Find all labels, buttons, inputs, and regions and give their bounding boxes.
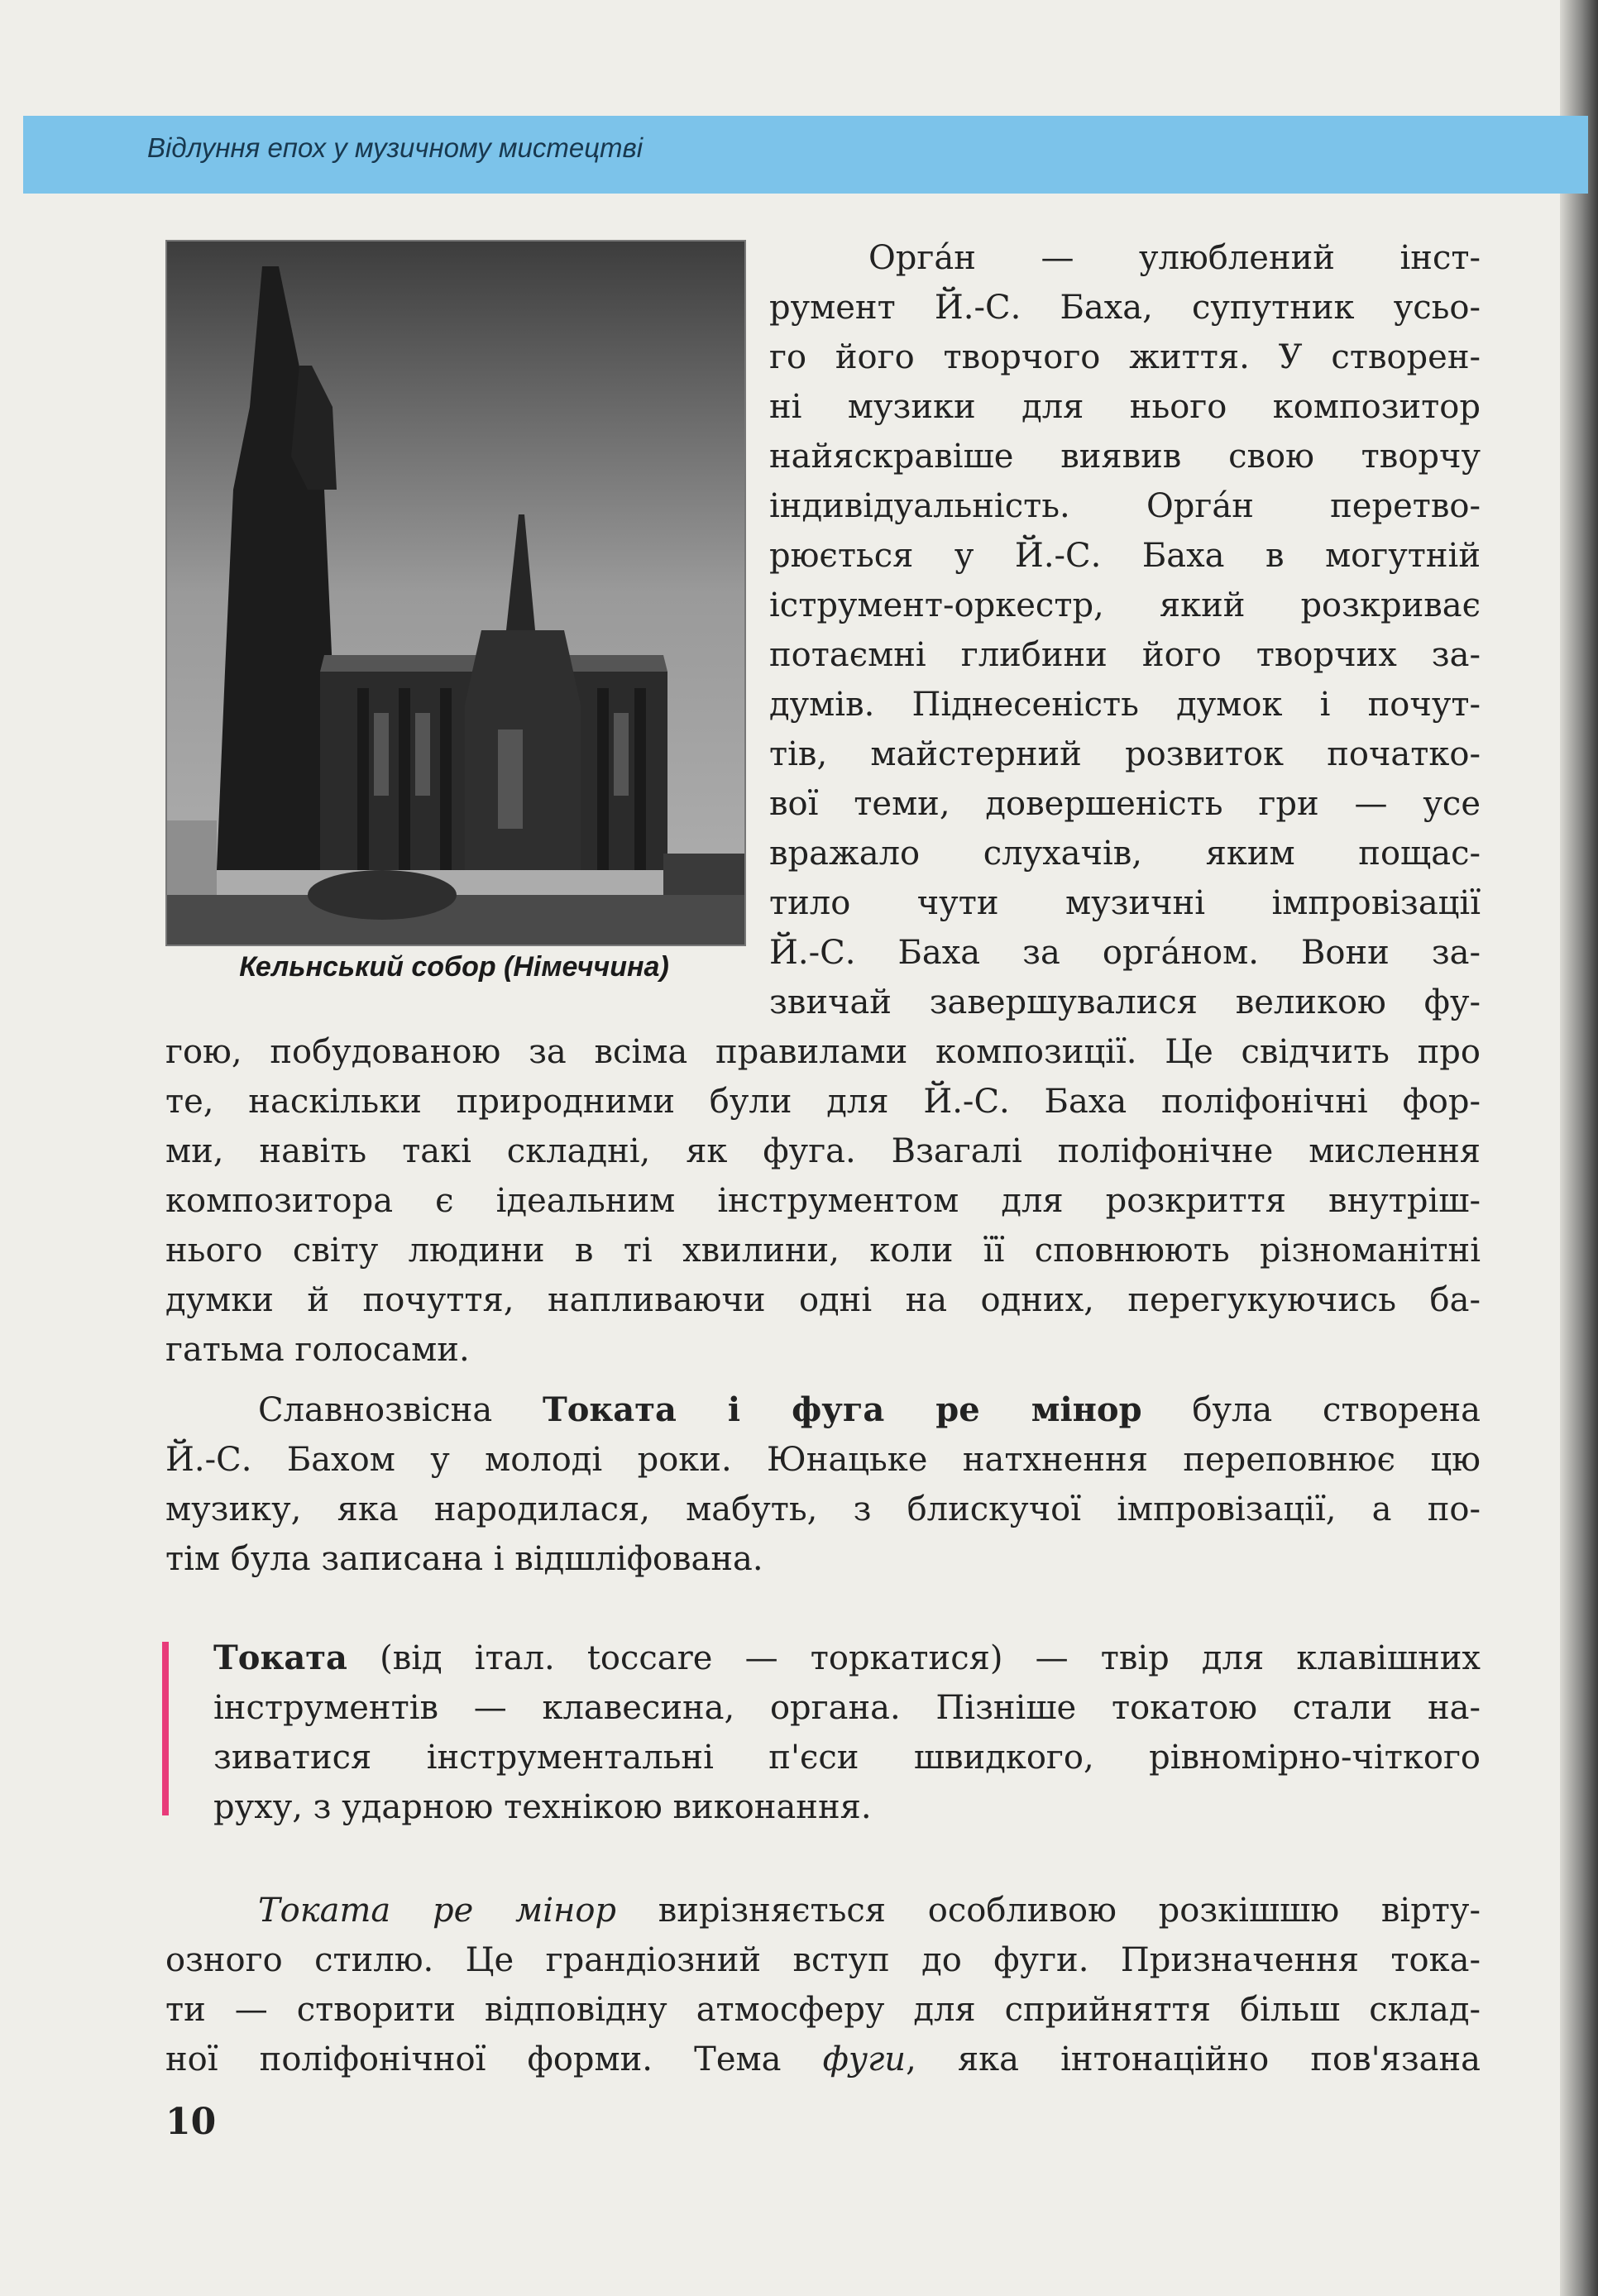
text-line: го його творчого життя. У створен- bbox=[769, 338, 1481, 376]
fugue-italic: фуги bbox=[822, 2040, 907, 2078]
text-line: думки й почуття, напливаючи одні на одних, перегукуючись ба- bbox=[165, 1281, 1481, 1319]
text-line: рюється у Й.-С. Баха в могутній bbox=[769, 537, 1481, 575]
cologne-cathedral-image bbox=[167, 242, 744, 945]
text-line: Й.-С. Баха за орга́ном. Вони за- bbox=[769, 934, 1481, 972]
definition-accent-bar bbox=[162, 1642, 169, 1815]
text-line: звичай завершувалися великою фу- bbox=[769, 983, 1481, 1021]
text-line: ні музики для нього композитор bbox=[769, 388, 1481, 426]
definition-line: Токата (від італ. toccare — торкатися) — твір для клавішних bbox=[213, 1638, 1481, 1677]
text-line: композитора є ідеальним інструментом для розкриття внутріш- bbox=[165, 1182, 1481, 1220]
page-number: 10 bbox=[165, 2101, 217, 2143]
text-line: найяскравіше виявив свою творчу bbox=[769, 438, 1481, 476]
text-line: тім була записана і відшліфована. bbox=[165, 1540, 763, 1578]
text-line: Й.-С. Бахом у молоді роки. Юнацьке натхнення переповнює цю bbox=[165, 1441, 1481, 1479]
text-line: те, наскільки природними були для Й.-С. Баха поліфонічні фор- bbox=[165, 1083, 1481, 1121]
text-line: ти — створити відповідну атмосферу для сприйняття більш склад- bbox=[165, 1991, 1481, 2029]
text-line: озного стилю. Це грандіозний вступ до фуги. Призначення тока- bbox=[165, 1941, 1481, 1979]
text-line: Орга́н — улюблений інст- bbox=[868, 239, 1481, 277]
cathedral-photo bbox=[165, 240, 746, 946]
text-line: вої теми, довершеність гри — усе bbox=[769, 785, 1481, 823]
figure-caption: Кельнський собор (Німеччина) bbox=[239, 951, 669, 983]
definition-line: інструментів — клавесина, органа. Пізніше токатою стали на- bbox=[213, 1689, 1481, 1727]
text-line: Славнозвісна Токата і фуга ре мінор була створена bbox=[258, 1390, 1481, 1429]
text-line: вражало слухачів, яким пощас- bbox=[769, 835, 1481, 873]
text-line: тило чути музичні імпровізації bbox=[769, 884, 1481, 922]
definition-line: руху, з ударною технікою виконання. bbox=[213, 1788, 872, 1826]
running-header: Відлуння епох у музичному мистецтві bbox=[147, 132, 644, 163]
text-line: потаємні глибини його творчих за- bbox=[769, 636, 1481, 674]
text-line: індивідуальність. Орга́н перетво- bbox=[769, 487, 1481, 525]
text-line: музику, яка народилася, мабуть, з блискучої імпровізації, а по- bbox=[165, 1490, 1481, 1528]
text-line: румент Й.-С. Баха, супутник усьо- bbox=[769, 289, 1481, 327]
text-line: ми, навіть такі складні, як фуга. Взагалі поліфонічне мислення bbox=[165, 1132, 1481, 1170]
text-line: Токата ре мінор вирізняється особливою розкішшю вірту- bbox=[258, 1892, 1481, 1930]
definition-term: Токата bbox=[213, 1638, 347, 1677]
book-spine-shadow bbox=[1560, 0, 1598, 2296]
text-line: гою, побудованою за всіма правилами композиції. Це свідчить про bbox=[165, 1033, 1481, 1071]
text-line: тів, майстерний розвиток початко- bbox=[769, 735, 1481, 773]
text-line: іструмент-оркестр, який розкриває bbox=[769, 586, 1481, 624]
text-line: думів. Піднесеність думок і почут- bbox=[769, 686, 1481, 724]
definition-line: зиватися інструментальні п'єси швидкого, рівномірно-чіткого bbox=[213, 1739, 1481, 1777]
text-line: нього світу людини в ті хвилини, коли її сповнюють різноманітні bbox=[165, 1232, 1481, 1270]
work-title-bold: Токата і фуга ре мінор bbox=[542, 1390, 1142, 1429]
work-title-italic: Токата ре мінор bbox=[258, 1892, 617, 1930]
text-line: ної поліфонічної форми. Тема фуги, яка інтонаційно пов'язана bbox=[165, 2040, 1481, 2078]
text-line: гатьма голосами. bbox=[165, 1331, 470, 1369]
